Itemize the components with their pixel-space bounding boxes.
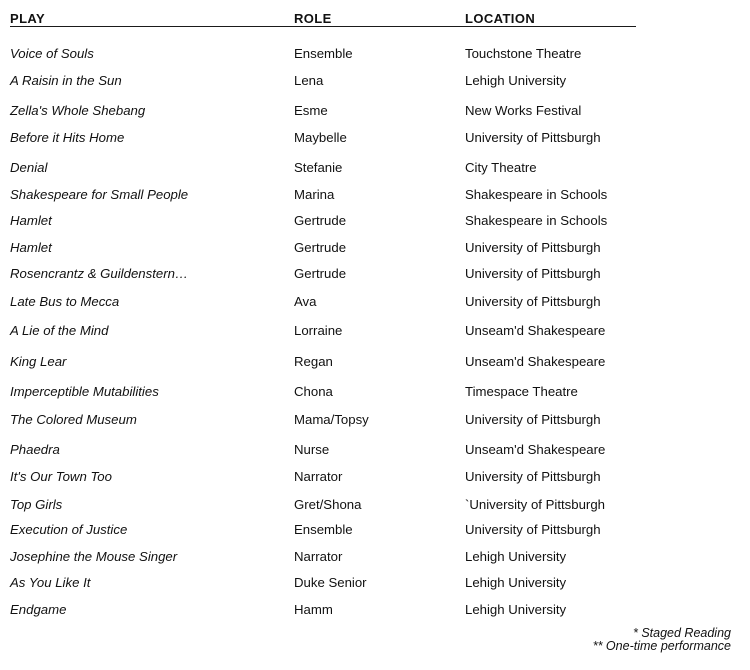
role-cell: Lena xyxy=(294,73,324,88)
location-cell: Shakespeare in Schools xyxy=(465,187,608,202)
role-cell: Marina xyxy=(294,187,335,202)
location-cell: City Theatre xyxy=(465,160,537,175)
play-cell: Denial xyxy=(10,160,48,175)
role-cell: Regan xyxy=(294,354,333,369)
play-cell: The Colored Museum xyxy=(10,412,137,427)
location-cell: Touchstone Theatre xyxy=(465,46,582,61)
location-cell: University of Pittsburgh xyxy=(465,266,601,281)
role-cell: Mama/Topsy xyxy=(294,412,369,427)
role-cell: Narrator xyxy=(294,469,343,484)
role-cell: Ensemble xyxy=(294,46,353,61)
table-row xyxy=(10,45,650,63)
play-cell: Before it Hits Home xyxy=(10,130,125,145)
table-row xyxy=(10,601,650,619)
role-cell: Gertrude xyxy=(294,213,347,228)
table-row xyxy=(10,129,650,147)
location-cell: Lehigh University xyxy=(465,602,567,617)
location-cell: New Works Festival xyxy=(465,103,582,118)
role-cell: Gertrude xyxy=(294,266,347,281)
play-cell: Voice of Souls xyxy=(10,46,94,61)
play-cell: Imperceptible Mutabilities xyxy=(10,384,159,399)
table-row xyxy=(10,212,650,230)
table-row xyxy=(10,353,650,371)
table-row xyxy=(10,72,650,90)
location-cell: Lehigh University xyxy=(465,73,567,88)
location-cell: Unseam'd Shakespeare xyxy=(465,354,606,369)
table-row xyxy=(10,159,650,177)
table-row xyxy=(10,186,650,204)
header-role: ROLE xyxy=(294,11,332,26)
play-cell: King Lear xyxy=(10,354,67,369)
role-cell: Esme xyxy=(294,103,328,118)
role-cell: Duke Senior xyxy=(294,575,367,590)
table-row xyxy=(10,102,650,120)
role-cell: Gret/Shona xyxy=(294,497,362,512)
play-cell: Late Bus to Mecca xyxy=(10,294,120,309)
role-cell: Chona xyxy=(294,384,333,399)
header-location: LOCATION xyxy=(465,11,536,26)
role-cell: Hamm xyxy=(294,602,333,617)
header-play: PLAY xyxy=(10,11,46,26)
location-cell: Timespace Theatre xyxy=(465,384,578,399)
play-cell: Shakespeare for Small People xyxy=(10,187,189,202)
table-row xyxy=(10,521,650,539)
location-cell: University of Pittsburgh xyxy=(465,469,601,484)
location-cell: Unseam'd Shakespeare xyxy=(465,323,606,338)
table-row xyxy=(10,293,650,311)
location-cell: University of Pittsburgh xyxy=(465,522,601,537)
table-row xyxy=(10,411,650,429)
table-row xyxy=(10,239,650,257)
location-cell: University of Pittsburgh xyxy=(465,294,601,309)
play-cell: Hamlet xyxy=(10,213,52,228)
table-row xyxy=(10,468,650,486)
table-row xyxy=(10,322,650,340)
table-row xyxy=(10,496,650,514)
role-cell: Ava xyxy=(294,294,317,309)
location-cell: Lehigh University xyxy=(465,575,567,590)
role-cell: Stefanie xyxy=(294,160,343,175)
role-cell: Narrator xyxy=(294,549,343,564)
play-cell: As You Like It xyxy=(10,575,91,590)
role-cell: Ensemble xyxy=(294,522,353,537)
table-row xyxy=(10,548,650,566)
table-row xyxy=(10,441,650,459)
play-cell: Top Girls xyxy=(10,497,63,512)
footnote-staged-reading: * Staged Reading xyxy=(633,626,731,640)
role-cell: Maybelle xyxy=(294,130,347,145)
play-cell: Rosencrantz & Guildenstern… xyxy=(10,266,189,281)
play-cell: Endgame xyxy=(10,602,67,617)
play-cell: Josephine the Mouse Singer xyxy=(10,549,178,564)
role-cell: Lorraine xyxy=(294,323,343,338)
play-cell: Hamlet xyxy=(10,240,52,255)
play-cell: It's Our Town Too xyxy=(10,469,112,484)
footnote-one-time-performance: ** One-time performance xyxy=(592,639,731,653)
table-row xyxy=(10,383,650,401)
role-cell: Gertrude xyxy=(294,240,347,255)
location-cell: `University of Pittsburgh xyxy=(465,497,605,512)
location-cell: Lehigh University xyxy=(465,549,567,564)
footnotes xyxy=(593,627,731,653)
play-cell: Phaedra xyxy=(10,442,60,457)
location-cell: Unseam'd Shakespeare xyxy=(465,442,606,457)
play-cell: Zella's Whole Shebang xyxy=(10,103,146,118)
table-row xyxy=(10,265,650,283)
role-cell: Nurse xyxy=(294,442,330,457)
play-cell: A Lie of the Mind xyxy=(10,323,109,338)
location-cell: University of Pittsburgh xyxy=(465,130,601,145)
table-row xyxy=(10,574,650,592)
play-cell: Execution of Justice xyxy=(10,522,128,537)
location-cell: Shakespeare in Schools xyxy=(465,213,608,228)
play-cell: A Raisin in the Sun xyxy=(10,73,122,88)
location-cell: University of Pittsburgh xyxy=(465,412,601,427)
location-cell: University of Pittsburgh xyxy=(465,240,601,255)
